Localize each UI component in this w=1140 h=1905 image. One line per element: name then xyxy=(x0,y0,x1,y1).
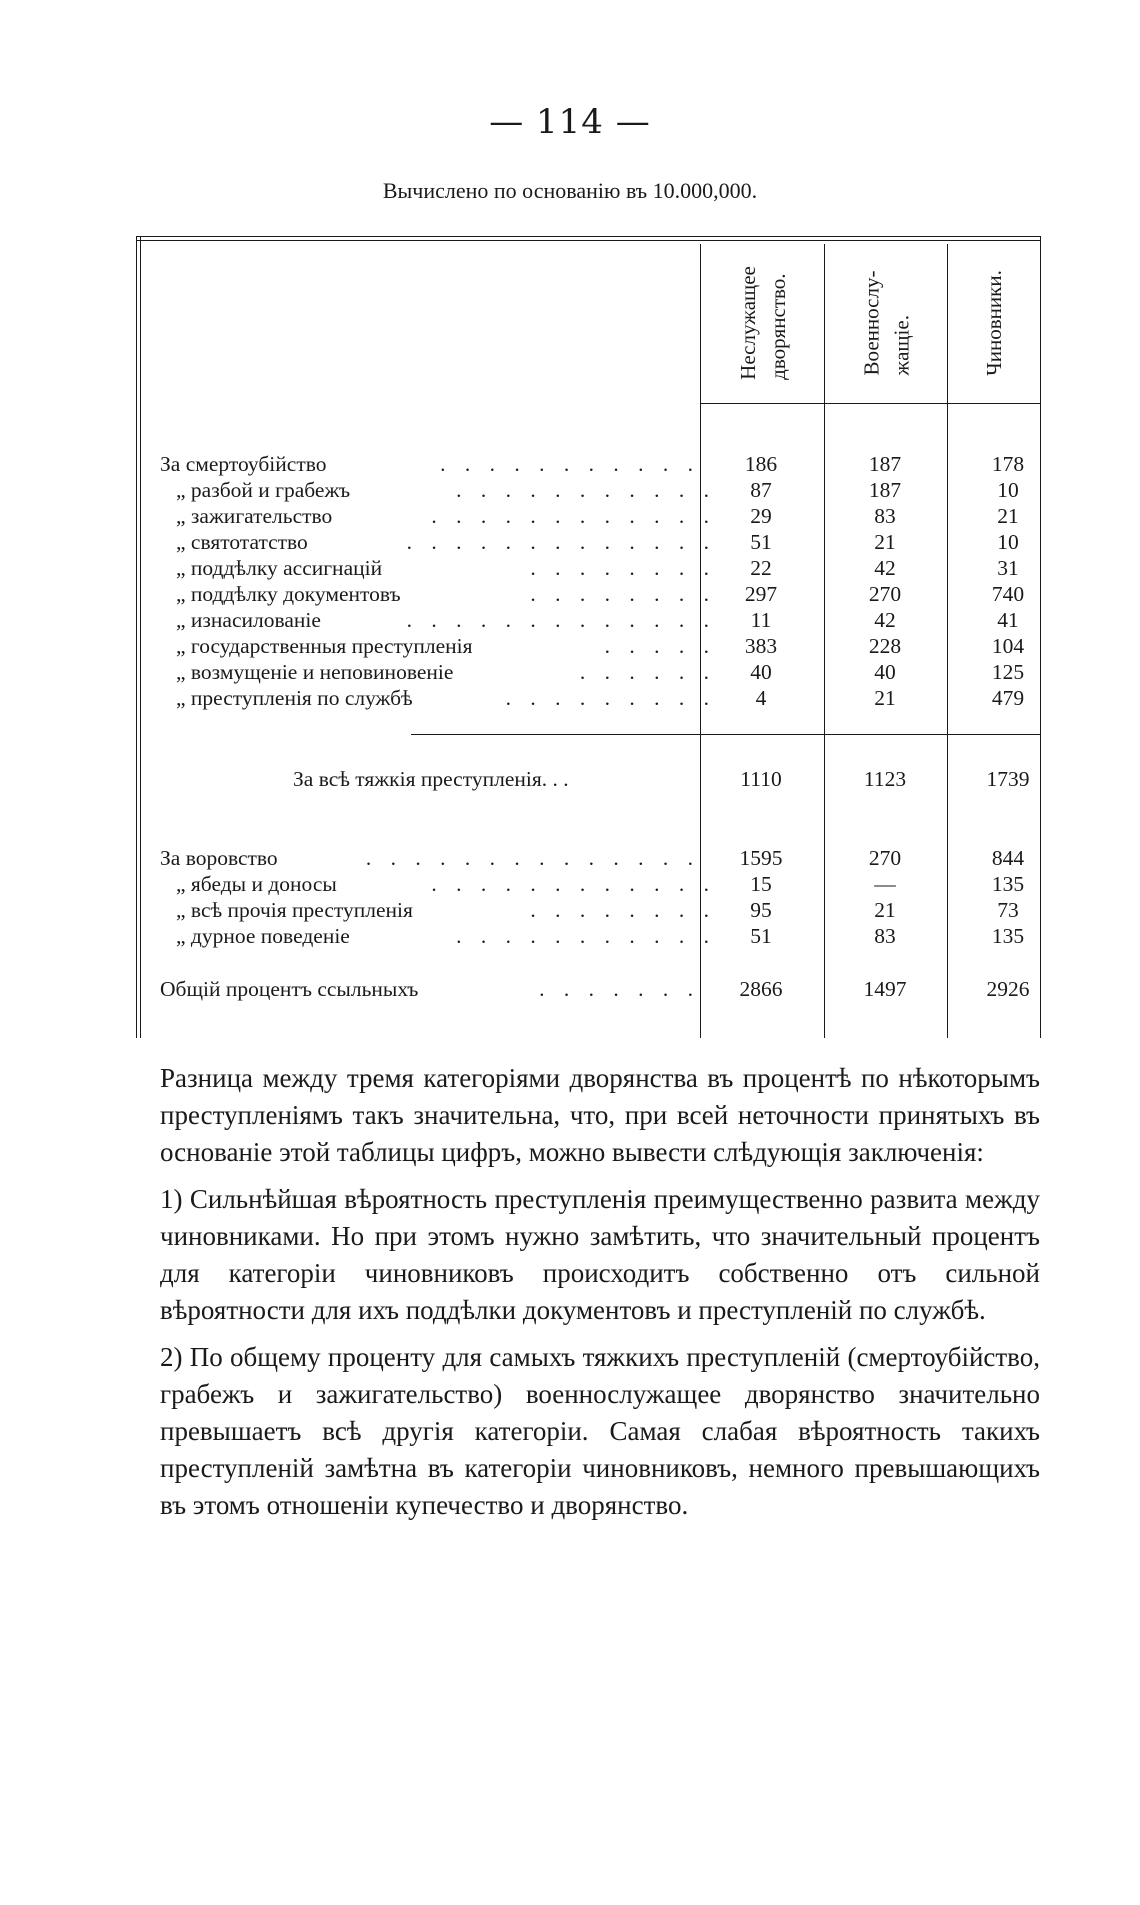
cell-value: 1110 xyxy=(740,767,782,791)
total-grave-label: За всѣ тяжкія преступленія. . . xyxy=(293,767,569,791)
row-label: „ поддѣлку документовъ . . . . . . . . xyxy=(176,582,716,606)
cell-value: 21 xyxy=(874,898,896,922)
row-label: „ государственныя преступленія . . . . . xyxy=(176,634,716,658)
cell-value: 87 xyxy=(750,478,772,502)
table-row xyxy=(136,897,1041,923)
cell-value: 21 xyxy=(874,686,896,710)
column-header-officials xyxy=(948,248,1040,398)
overall-label: Общій процентъ ссыльныхъ . . . . . . . xyxy=(160,977,700,1001)
row-label: „ изнасилованіе . . . . . . . . . . . . . xyxy=(176,608,716,632)
table-row xyxy=(136,529,1041,555)
cell-value: 1123 xyxy=(863,767,907,791)
paragraph-conclusion-2: 2) По общему проценту для самыхъ тяжкихъ преступленій (смертоубійство, грабежъ и зажигательство) военнослужащее дворянство значительно превышаетъ всѣ другія категоріи. Самая слабая вѣроятность такихъ преступленій замѣтна въ категоріи чиновниковъ, немного превышающихъ въ этомъ отношеніи купечество и дворянство. xyxy=(160,1342,1040,1520)
cell-value: 21 xyxy=(997,504,1019,528)
header-rule xyxy=(700,403,1040,404)
cell-value: 40 xyxy=(874,660,896,684)
cell-value: 10 xyxy=(997,478,1019,502)
table-row-total-grave xyxy=(136,766,1041,792)
cell-value: — xyxy=(874,872,896,896)
row-label: „ поддѣлку ассигнацій . . . . . . . . xyxy=(176,556,716,580)
table-row xyxy=(136,845,1041,871)
cell-value: 2926 xyxy=(986,977,1030,1001)
cell-value: 42 xyxy=(874,556,896,580)
cell-value: 83 xyxy=(874,504,896,528)
table-row xyxy=(136,451,1041,477)
cell-value: 1595 xyxy=(739,846,783,870)
cell-value: 125 xyxy=(991,660,1025,684)
cell-value: 4 xyxy=(755,686,767,710)
cell-value: 41 xyxy=(997,608,1019,632)
row-label: „ ябеды и доносы . . . . . . . . . . . . xyxy=(176,872,716,896)
row-label: „ зажигательство . . . . . . . . . . . . xyxy=(176,504,716,528)
table-row xyxy=(136,555,1041,581)
cell-value: 51 xyxy=(750,530,772,554)
row-label: „ святотатство . . . . . . . . . . . . . xyxy=(176,530,716,554)
cell-value: 844 xyxy=(991,846,1025,870)
column-header-label: Чиновники. xyxy=(982,270,1006,376)
row-label: За воровство . . . . . . . . . . . . . . xyxy=(160,846,700,870)
cell-value: 187 xyxy=(868,452,902,476)
table-row xyxy=(136,607,1041,633)
table-row-overall xyxy=(136,976,1041,1002)
cell-value: 2866 xyxy=(739,977,783,1001)
row-label: „ всѣ прочія преступленія . . . . . . . . xyxy=(176,898,716,922)
crime-statistics-table xyxy=(136,236,1041,1038)
row-label: „ дурное поведеніе . . . . . . . . . . . xyxy=(176,924,716,948)
paragraph-intro: Разница между тремя категоріями дворянства въ процентѣ по нѣкоторымъ преступленіямъ такъ значительна, что, при всей неточности принятыхъ въ основаніе этой таблицы цифръ, можно вывести слѣдующія заключенія: xyxy=(160,1063,1040,1167)
cell-value: 1739 xyxy=(986,767,1030,791)
cell-value: 297 xyxy=(744,582,778,606)
cell-value: 15 xyxy=(750,872,772,896)
subtotal-rule-left xyxy=(411,734,700,735)
paragraph-conclusion-1: 1) Сильнѣйшая вѣроятность преступленія преимущественно развита между чиновниками. Но при этомъ нужно замѣтить, что значительный процентъ для категоріи чиновниковъ происходитъ собственно отъ сильной вѣроятности для ихъ поддѣлки документовъ и преступленій по службѣ. xyxy=(160,1184,1040,1325)
cell-value: 228 xyxy=(868,634,902,658)
row-label: За смертоубійство . . . . . . . . . . . xyxy=(160,452,700,476)
cell-value: 10 xyxy=(997,530,1019,554)
table-row xyxy=(136,871,1041,897)
cell-value: 740 xyxy=(991,582,1025,606)
column-header-noble-civilian xyxy=(701,248,824,398)
cell-value: 21 xyxy=(874,530,896,554)
table-row xyxy=(136,659,1041,685)
page-number: — 114 — xyxy=(489,102,651,142)
table-top-rule-inner xyxy=(136,240,1041,241)
cell-value: 95 xyxy=(750,898,772,922)
cell-value: 135 xyxy=(991,872,1025,896)
table-row xyxy=(136,923,1041,949)
table-row xyxy=(136,633,1041,659)
cell-value: 135 xyxy=(991,924,1025,948)
cell-value: 51 xyxy=(750,924,772,948)
cell-value: 11 xyxy=(750,608,772,632)
table-row xyxy=(136,503,1041,529)
cell-value: 383 xyxy=(744,634,778,658)
row-label: „ возмущеніе и неповиновеніе . . . . . . xyxy=(176,660,716,684)
table-top-rule xyxy=(136,236,1041,237)
subtotal-rule-right xyxy=(700,734,1040,735)
column-header-label: Неслужащее дворянство. xyxy=(735,266,790,380)
row-label: „ преступленія по службѣ . . . . . . . . . xyxy=(176,686,716,710)
cell-value: 83 xyxy=(874,924,896,948)
cell-value: 270 xyxy=(868,846,902,870)
cell-value: 270 xyxy=(868,582,902,606)
column-header-military xyxy=(825,248,947,398)
cell-value: 104 xyxy=(991,634,1025,658)
cell-value: 31 xyxy=(997,556,1019,580)
cell-value: 42 xyxy=(874,608,896,632)
cell-value: 479 xyxy=(991,686,1025,710)
row-label: „ разбой и грабежъ . . . . . . . . . . . xyxy=(176,478,716,502)
cell-value: 22 xyxy=(750,556,772,580)
cell-value: 40 xyxy=(750,660,772,684)
cell-value: 29 xyxy=(750,504,772,528)
cell-value: 1497 xyxy=(863,977,907,1001)
cell-value: 186 xyxy=(744,452,778,476)
cell-value: 187 xyxy=(868,478,902,502)
cell-value: 73 xyxy=(997,898,1019,922)
column-header-label: Военнослу- жащіе. xyxy=(858,270,913,376)
body-text xyxy=(160,1060,1040,1524)
table-row xyxy=(136,685,1041,711)
table-row xyxy=(136,477,1041,503)
cell-value: 178 xyxy=(991,452,1025,476)
table-row xyxy=(136,581,1041,607)
table-subtitle: Вычислено по основанію въ 10.000,000. xyxy=(382,178,758,203)
